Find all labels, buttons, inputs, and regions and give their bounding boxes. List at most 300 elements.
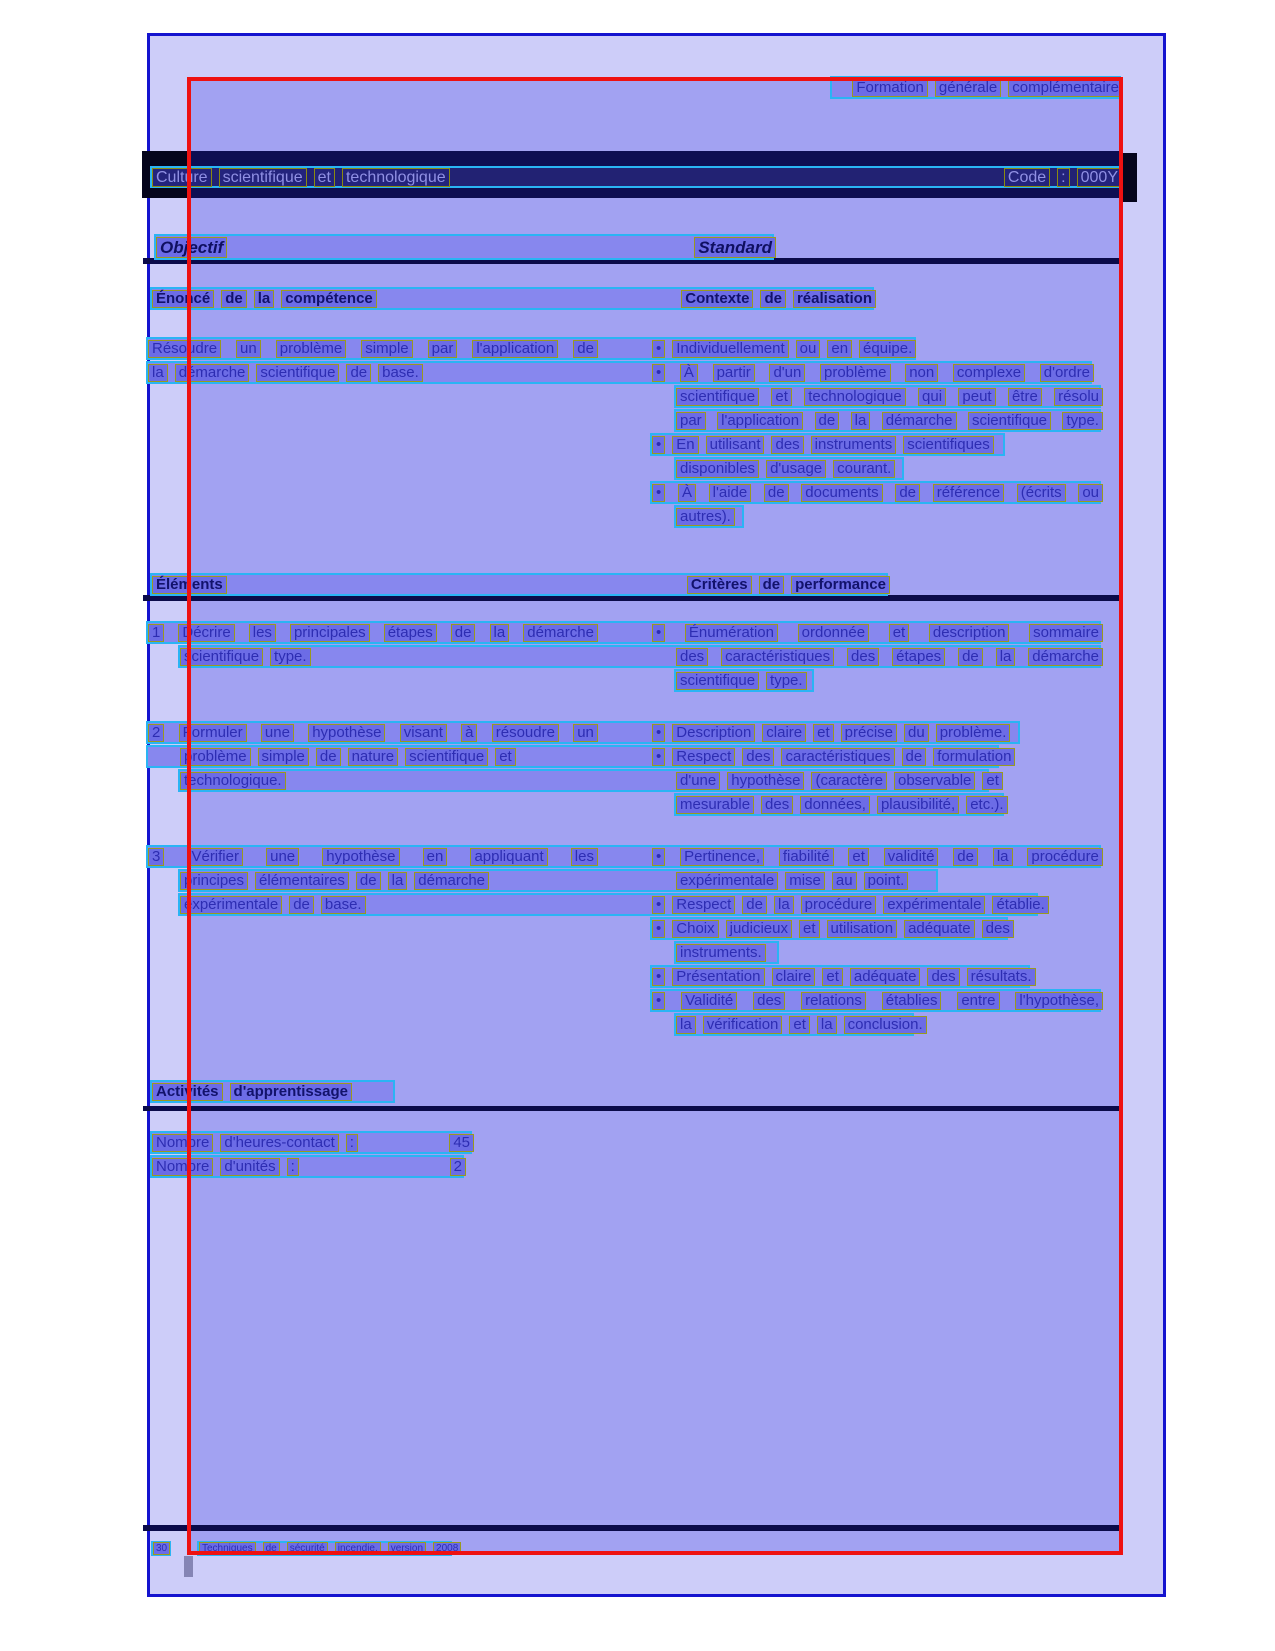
- ocr-text-line[interactable]: [674, 793, 1004, 816]
- ocr-word-box: Individuellement: [672, 340, 788, 358]
- ocr-word-box: expérimentale: [180, 896, 282, 914]
- ocr-word-box: conclusion.: [844, 1016, 927, 1034]
- bullet-marker: •: [652, 992, 665, 1010]
- ocr-word-box: scientifique: [256, 364, 339, 382]
- ocr-word-box: 3: [148, 848, 164, 866]
- ocr-word-box: problème.: [936, 724, 1011, 742]
- ocr-line-column: [180, 895, 366, 914]
- ocr-text-line[interactable]: [674, 409, 1101, 432]
- ocr-line-column: [676, 647, 1103, 666]
- ocr-word-box: la: [388, 872, 408, 890]
- ocr-word-box: judicieux: [726, 920, 792, 938]
- ocr-text-line[interactable]: [674, 941, 779, 964]
- ocr-word-box: problème: [820, 364, 891, 382]
- bullet-marker: •: [652, 484, 665, 502]
- ocr-word-box: d'ordre: [1040, 364, 1094, 382]
- ocr-word-box: 2: [450, 1158, 466, 1176]
- ocr-text-line[interactable]: [650, 965, 1030, 988]
- ocr-word-box: hypothèse: [322, 848, 399, 866]
- ocr-line-column: [652, 967, 1036, 986]
- section-divider-rule: [143, 1106, 1123, 1111]
- ocr-word-box: principales: [290, 624, 370, 642]
- bullet-marker: •: [652, 920, 665, 938]
- ocr-word-box: description: [929, 624, 1010, 642]
- ocr-word-box: d'heures-contact: [220, 1134, 338, 1152]
- ocr-word-box: Nombre: [152, 1158, 213, 1176]
- ocr-word-box: partir: [713, 364, 755, 382]
- ocr-word-box: la: [490, 624, 510, 642]
- ocr-word-box: Culture: [152, 168, 212, 187]
- ocr-word-box: Description: [672, 724, 755, 742]
- ocr-line-column: [652, 363, 1094, 382]
- ocr-word-box: en: [827, 340, 852, 358]
- ocr-word-box: expérimentale: [883, 896, 985, 914]
- ocr-word-box: une: [261, 724, 294, 742]
- ocr-line-column: [199, 1543, 461, 1554]
- ocr-word-box: technologique.: [180, 772, 286, 790]
- ocr-word-box: la: [996, 648, 1016, 666]
- ocr-word-box: Validité: [681, 992, 737, 1010]
- ocr-word-box: résoudre: [492, 724, 559, 742]
- ocr-word-box: d'usage: [766, 460, 826, 478]
- ocr-line-column: [152, 575, 890, 594]
- ocr-line-column: [652, 847, 1103, 866]
- ocr-word-box: d'une: [676, 772, 720, 790]
- title-bar-text-line[interactable]: [150, 166, 1120, 188]
- ocr-word-box: technologique: [804, 388, 905, 406]
- footer-page-number[interactable]: [151, 1541, 171, 1556]
- ocr-word-box: formulation: [933, 748, 1015, 766]
- ocr-word-box: scientifique: [676, 672, 759, 690]
- ocr-line-column: [148, 847, 598, 866]
- ocr-word-box: et: [813, 724, 834, 742]
- ocr-word-box: relations: [801, 992, 866, 1010]
- ocr-word-box: démarche: [882, 412, 957, 430]
- ocr-word-box: au: [832, 872, 857, 890]
- ocr-word-box: instruments: [811, 436, 897, 454]
- ocr-word-box: Énoncé: [152, 290, 214, 308]
- ocr-word-box: l'application: [472, 340, 558, 358]
- ocr-word-box: un: [236, 340, 261, 358]
- ocr-text-line[interactable]: [650, 481, 1101, 504]
- ocr-word-box: 1: [148, 624, 164, 642]
- ocr-word-box: Décrire: [178, 624, 234, 642]
- ocr-word-box: scientifique: [180, 648, 263, 666]
- ocr-text-line[interactable]: [146, 361, 1092, 384]
- ocr-line-column: [676, 943, 766, 962]
- ocr-word-box: adéquate: [904, 920, 975, 938]
- ocr-word-box: Standard: [694, 237, 776, 258]
- ocr-word-box: procédure: [801, 896, 877, 914]
- ocr-line-column: [148, 339, 598, 358]
- section-divider-rule: [143, 1525, 1123, 1531]
- ocr-word-box: des: [771, 436, 803, 454]
- ocr-word-box: élémentaires: [255, 872, 349, 890]
- ocr-word-box: la: [774, 896, 794, 914]
- bullet-marker: •: [652, 848, 665, 866]
- ocr-word-box: sécurité: [287, 1542, 328, 1555]
- ocr-line-column: [652, 623, 1103, 642]
- ocr-line-column: [676, 871, 908, 890]
- ocr-word-box: Résoudre: [148, 340, 221, 358]
- ocr-word-box: caractéristiques: [721, 648, 834, 666]
- ocr-text-line[interactable]: [146, 621, 1101, 644]
- ocr-word-box: du: [904, 724, 929, 742]
- ocr-word-box: démarche: [175, 364, 250, 382]
- ocr-word-box: plausibilité,: [877, 796, 959, 814]
- ocr-line-column: [153, 1543, 170, 1554]
- ocr-line-column: [676, 795, 1008, 814]
- ocr-word-box: appliquant: [470, 848, 547, 866]
- heures-contact-line[interactable]: [150, 1131, 472, 1154]
- ocr-word-box: Vérifier: [187, 848, 243, 866]
- ocr-line-column: [152, 1133, 474, 1152]
- ocr-word-box: résultats.: [967, 968, 1036, 986]
- ocr-text-line[interactable]: [178, 869, 938, 892]
- ocr-word-box: de: [764, 484, 789, 502]
- ocr-line-column: [652, 747, 1015, 766]
- ocr-word-box: scientifique: [676, 388, 759, 406]
- ocr-word-box: À: [678, 484, 696, 502]
- ocr-word-box: claire: [772, 968, 816, 986]
- ocr-line-column: [148, 723, 598, 742]
- ocr-word-box: et: [789, 1016, 810, 1034]
- ocr-word-box: hypothèse: [308, 724, 385, 742]
- ocr-word-box: la: [676, 1016, 696, 1034]
- ocr-word-box: par: [428, 340, 458, 358]
- ocr-line-column: [156, 236, 776, 258]
- unites-line[interactable]: [150, 1155, 464, 1178]
- ocr-word-box: procédure: [1027, 848, 1103, 866]
- ocr-text-line[interactable]: [146, 721, 1020, 744]
- ocr-word-box: scientifiques: [903, 436, 994, 454]
- ocr-word-box: des: [742, 748, 774, 766]
- ocr-word-box: 000Y: [1077, 168, 1122, 187]
- ocr-word-box: établie.: [992, 896, 1048, 914]
- ocr-word-box: scientifique: [968, 412, 1051, 430]
- ocr-word-box: Formation: [852, 79, 928, 97]
- ocr-line-column: [676, 507, 735, 526]
- ocr-word-box: établies: [882, 992, 942, 1010]
- ocr-word-box: Choix: [672, 920, 718, 938]
- ocr-word-box: adéquate: [850, 968, 921, 986]
- activites-heading[interactable]: [150, 1080, 395, 1103]
- ocr-word-box: des: [847, 648, 879, 666]
- ocr-line-column: [676, 771, 1003, 790]
- ocr-word-box: de: [815, 412, 840, 430]
- ocr-line-column: [652, 919, 1014, 938]
- ocr-word-box: de: [289, 896, 314, 914]
- ocr-line-column: [676, 459, 895, 478]
- ocr-word-box: la: [148, 364, 168, 382]
- ocr-word-box: et: [982, 772, 1003, 790]
- ocr-word-box: caractéristiques: [781, 748, 894, 766]
- ocr-word-box: l'application: [717, 412, 803, 430]
- ocr-word-box: de: [895, 484, 920, 502]
- ocr-line-column: [148, 623, 598, 642]
- ocr-word-box: expérimentale: [676, 872, 778, 890]
- ocr-line-column: [152, 1157, 466, 1176]
- ocr-word-box: et: [314, 168, 335, 187]
- ocr-word-box: d'un: [769, 364, 805, 382]
- ocr-word-box: et: [822, 968, 843, 986]
- ocr-line-column: [832, 78, 1123, 97]
- ocr-word-box: de: [958, 648, 983, 666]
- ocr-line-column: [652, 339, 916, 358]
- ocr-text-line[interactable]: [650, 433, 1005, 456]
- ocr-word-box: résolu: [1054, 388, 1103, 406]
- ocr-word-box: (caractère: [811, 772, 887, 790]
- ocr-word-box: 2: [148, 724, 164, 742]
- ocr-word-box: réalisation: [793, 290, 876, 308]
- ocr-word-box: les: [571, 848, 598, 866]
- ocr-text-line[interactable]: [650, 989, 1101, 1012]
- ocr-word-box: étapes: [892, 648, 945, 666]
- ocr-word-box: :: [346, 1134, 358, 1152]
- ocr-word-box: hypothèse: [727, 772, 804, 790]
- bullet-marker: •: [652, 724, 665, 742]
- ocr-word-box: démarche: [1028, 648, 1103, 666]
- ocr-line-column: [652, 483, 1103, 502]
- ocr-word-box: documents: [801, 484, 882, 502]
- ocr-word-box: visant: [400, 724, 447, 742]
- ocr-word-box: disponibles: [676, 460, 759, 478]
- bullet-marker: •: [652, 624, 665, 642]
- ocr-word-box: de: [316, 748, 341, 766]
- ocr-word-box: être: [1008, 388, 1042, 406]
- ocr-line-column: [652, 435, 994, 454]
- ocr-word-box: précise: [841, 724, 897, 742]
- ocr-word-box: courant.: [833, 460, 895, 478]
- ocr-word-box: peut: [958, 388, 995, 406]
- ocr-word-box: :: [1057, 168, 1069, 187]
- ocr-text-line[interactable]: [146, 745, 1012, 768]
- ocr-text-line[interactable]: [674, 505, 744, 528]
- footer-doc-title[interactable]: [197, 1541, 459, 1556]
- ocr-word-box: Objectif: [156, 237, 227, 258]
- ocr-word-box: de: [742, 896, 767, 914]
- ocr-line-column: [676, 1015, 927, 1034]
- ocr-word-box: des: [982, 920, 1014, 938]
- ocr-word-box: Respect: [672, 896, 735, 914]
- ocr-word-box: démarche: [523, 624, 598, 642]
- ocr-word-box: :: [287, 1158, 299, 1176]
- title-bar-right-block: [1120, 153, 1137, 202]
- ocr-word-box: simple: [361, 340, 412, 358]
- ocr-word-box: 30: [153, 1542, 170, 1555]
- ocr-word-box: non: [905, 364, 938, 382]
- objectif-standard-heading[interactable]: [154, 234, 774, 260]
- ocr-word-box: utilisant: [706, 436, 765, 454]
- ocr-text-line[interactable]: [146, 337, 916, 360]
- ocr-word-box: simple: [258, 748, 309, 766]
- ocr-word-box: et: [495, 748, 516, 766]
- ocr-line-column: [152, 168, 1122, 186]
- ocr-text-line[interactable]: [674, 385, 1101, 408]
- ocr-word-box: (écrits: [1017, 484, 1066, 502]
- ocr-word-box: la: [254, 290, 275, 308]
- ocr-line-column: [180, 871, 489, 890]
- ocr-word-box: entre: [957, 992, 999, 1010]
- ocr-word-box: référence: [933, 484, 1004, 502]
- ocr-word-box: démarche: [414, 872, 489, 890]
- ocr-word-box: base.: [321, 896, 366, 914]
- ocr-text-line[interactable]: [674, 1013, 923, 1036]
- ocr-word-box: vérification: [703, 1016, 783, 1034]
- ocr-word-box: mesurable: [676, 796, 754, 814]
- ocr-word-box: et: [848, 848, 869, 866]
- ocr-word-box: la: [817, 1016, 837, 1034]
- ocr-word-box: à: [461, 724, 477, 742]
- ocr-word-box: d'apprentissage: [230, 1083, 352, 1101]
- ocr-word-box: type.: [1062, 412, 1103, 430]
- ocr-word-box: Contexte: [681, 290, 753, 308]
- ocr-word-box: l'hypothèse,: [1015, 992, 1103, 1010]
- ocr-word-box: la: [851, 412, 871, 430]
- bullet-marker: •: [652, 896, 665, 914]
- ocr-line-column: [180, 771, 286, 790]
- ocr-line-column: [652, 723, 1010, 742]
- ocr-line-column: [652, 895, 1049, 914]
- ocr-word-box: version: [388, 1542, 426, 1555]
- ocr-word-box: etc.).: [966, 796, 1007, 814]
- ocr-word-box: des: [676, 648, 708, 666]
- ocr-word-box: En: [672, 436, 698, 454]
- ocr-line-column: [652, 991, 1103, 1010]
- ocr-word-box: À: [680, 364, 698, 382]
- ocr-word-box: Énumération: [685, 624, 778, 642]
- ocr-word-box: Pertinence,: [680, 848, 764, 866]
- ocr-word-box: de: [902, 748, 927, 766]
- ocr-word-box: Présentation: [672, 968, 764, 986]
- ocr-word-box: instruments.: [676, 944, 766, 962]
- ocr-word-box: fiabilité: [779, 848, 834, 866]
- ocr-word-box: l'aide: [709, 484, 752, 502]
- bullet-marker: •: [652, 364, 665, 382]
- ocr-word-box: Nombre: [152, 1134, 213, 1152]
- elements-criteres-heading[interactable]: [150, 573, 888, 596]
- ocr-line-column: [180, 747, 516, 766]
- bullet-marker: •: [652, 748, 665, 766]
- ocr-word-box: la: [993, 848, 1013, 866]
- ocr-word-box: problème: [276, 340, 347, 358]
- bullet-marker: •: [652, 436, 665, 454]
- ocr-word-box: incendie,: [335, 1542, 381, 1555]
- ocr-word-box: de: [953, 848, 978, 866]
- ocr-word-box: Code: [1004, 168, 1050, 187]
- ocr-line-column: [152, 289, 876, 308]
- ocr-word-box: autres).: [676, 508, 735, 526]
- ocr-line-column: [676, 411, 1103, 430]
- ocr-word-box: Activités: [152, 1083, 223, 1101]
- ocr-line-column: [152, 1082, 352, 1101]
- ocr-word-box: 45: [449, 1134, 474, 1152]
- ocr-word-box: complémentaire: [1008, 79, 1123, 97]
- ocr-word-box: observable: [894, 772, 975, 790]
- ocr-word-box: équipe.: [859, 340, 916, 358]
- ocr-word-box: principes: [180, 872, 248, 890]
- ocr-word-box: problème: [180, 748, 251, 766]
- ocr-word-box: de: [221, 290, 247, 308]
- ocr-word-box: sommaire: [1029, 624, 1103, 642]
- ocr-word-box: les: [249, 624, 276, 642]
- ocr-word-box: en: [423, 848, 448, 866]
- ocr-word-box: validité: [884, 848, 939, 866]
- ocr-word-box: un: [573, 724, 598, 742]
- ocr-word-box: par: [676, 412, 706, 430]
- ocr-word-box: d'unités: [220, 1158, 279, 1176]
- ocr-word-box: scientifique: [219, 168, 307, 187]
- corner-label-line[interactable]: [830, 76, 1121, 99]
- text-cursor-mark: [184, 1556, 193, 1577]
- ocr-word-box: nature: [348, 748, 399, 766]
- ocr-word-box: type.: [270, 648, 311, 666]
- ocr-line-column: [148, 363, 423, 382]
- enonce-contexte-heading[interactable]: [150, 287, 874, 310]
- ocr-word-box: ordonnée: [798, 624, 869, 642]
- ocr-word-box: et: [771, 388, 792, 406]
- ocr-word-box: mise: [785, 872, 825, 890]
- ocr-word-box: type.: [766, 672, 807, 690]
- ocr-text-line[interactable]: [146, 845, 1101, 868]
- ocr-word-box: Respect: [672, 748, 735, 766]
- ocr-word-box: de: [759, 576, 785, 594]
- ocr-word-box: utilisation: [827, 920, 898, 938]
- ocr-word-box: 2008: [433, 1542, 461, 1555]
- ocr-word-box: Éléments: [152, 576, 227, 594]
- ocr-word-box: ou: [1078, 484, 1103, 502]
- ocr-text-line[interactable]: [178, 893, 1045, 916]
- ocr-text-line[interactable]: [674, 457, 904, 480]
- ocr-word-box: Critères: [687, 576, 752, 594]
- ocr-word-box: performance: [791, 576, 890, 594]
- ocr-text-line[interactable]: [178, 769, 999, 792]
- ocr-text-line[interactable]: [178, 645, 1101, 668]
- ocr-word-box: et: [799, 920, 820, 938]
- ocr-line-column: [676, 671, 807, 690]
- ocr-word-box: de: [263, 1542, 280, 1555]
- ocr-text-line[interactable]: [650, 917, 1008, 940]
- ocr-word-box: des: [761, 796, 793, 814]
- ocr-word-box: Techniques: [199, 1542, 256, 1555]
- ocr-word-box: de: [356, 872, 381, 890]
- ocr-word-box: données,: [800, 796, 870, 814]
- ocr-word-box: des: [753, 992, 785, 1010]
- ocr-word-box: scientifique: [405, 748, 488, 766]
- ocr-word-box: point.: [864, 872, 909, 890]
- ocr-word-box: de: [760, 290, 786, 308]
- ocr-line-column: [180, 647, 311, 666]
- ocr-word-box: et: [889, 624, 910, 642]
- ocr-word-box: étapes: [384, 624, 437, 642]
- ocr-word-box: Formuler: [179, 724, 247, 742]
- ocr-word-box: qui: [918, 388, 946, 406]
- ocr-word-box: complexe: [953, 364, 1025, 382]
- ocr-line-column: [676, 387, 1103, 406]
- ocr-word-box: de: [451, 624, 476, 642]
- ocr-word-box: une: [266, 848, 299, 866]
- bullet-marker: •: [652, 340, 665, 358]
- bullet-marker: •: [652, 968, 665, 986]
- ocr-word-box: de: [573, 340, 598, 358]
- ocr-word-box: générale: [935, 79, 1001, 97]
- ocr-word-box: des: [927, 968, 959, 986]
- ocr-word-box: compétence: [281, 290, 377, 308]
- ocr-word-box: technologique: [342, 168, 450, 187]
- ocr-word-box: claire: [762, 724, 806, 742]
- ocr-word-box: ou: [796, 340, 821, 358]
- ocr-text-line[interactable]: [674, 669, 814, 692]
